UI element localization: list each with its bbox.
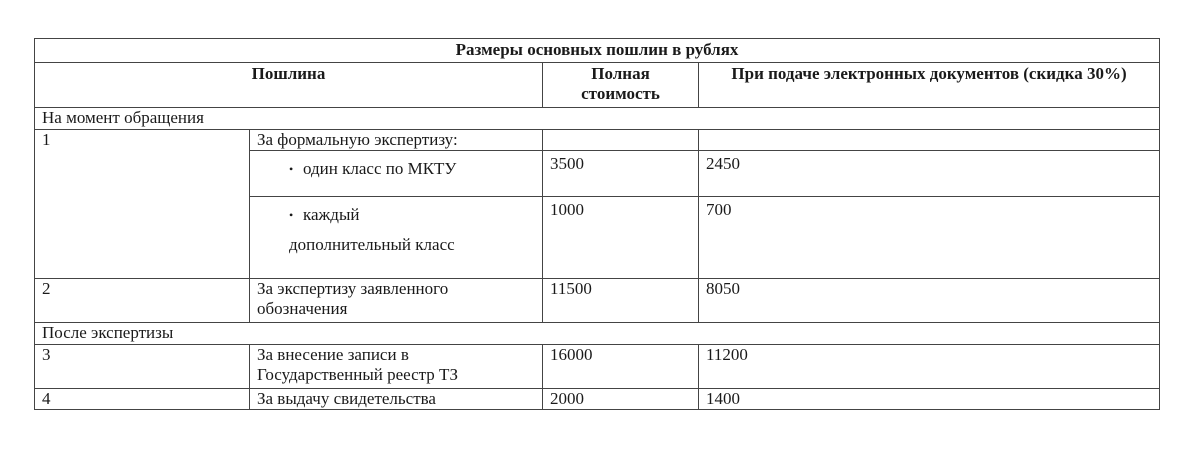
bullet-item-text: один класс по МКТУ — [303, 159, 457, 178]
table-row — [35, 130, 1160, 151]
row-fee-name — [250, 151, 543, 197]
header-full-cost: Полная стоимость — [543, 63, 699, 108]
row-number: 2 — [35, 279, 250, 323]
bullet-marker: • — [289, 162, 294, 176]
row-full-cost: 3500 — [543, 151, 699, 197]
section-at-request: На момент обращения — [35, 108, 1160, 130]
table-row — [35, 389, 1160, 410]
row-fee-name: За выдачу свидетельства — [250, 389, 543, 410]
row-electronic-cost: 2450 — [699, 151, 1160, 197]
bullet-item-text: каждый — [303, 205, 360, 224]
table-header-row — [35, 63, 1160, 108]
row-electronic-cost — [699, 130, 1160, 151]
section-row — [35, 108, 1160, 130]
row-electronic-cost: 11200 — [699, 345, 1160, 389]
row-fee-name — [250, 197, 543, 279]
header-fee: Пошлина — [35, 63, 543, 108]
bullet-item — [257, 200, 535, 230]
bullet-marker: • — [289, 208, 294, 222]
row-full-cost — [543, 130, 699, 151]
row-full-cost: 16000 — [543, 345, 699, 389]
row-fee-name: За экспертизу заявленного обозначения — [250, 279, 543, 323]
row-electronic-cost: 1400 — [699, 389, 1160, 410]
row-number: 1 — [35, 130, 250, 279]
bullet-item-continuation: дополнительный класс — [289, 235, 455, 254]
bullet-item — [257, 154, 535, 184]
table-caption-row — [35, 39, 1160, 63]
section-after-exam: После экспертизы — [35, 323, 1160, 345]
row-fee-name: За формальную экспертизу: — [250, 130, 543, 151]
row-fee-name: За внесение записи в Государственный реестр ТЗ — [250, 345, 543, 389]
row-number: 4 — [35, 389, 250, 410]
fees-table — [34, 38, 1160, 410]
table-caption: Размеры основных пошлин в рублях — [35, 39, 1160, 63]
table-row — [35, 279, 1160, 323]
row-full-cost: 1000 — [543, 197, 699, 279]
row-electronic-cost: 700 — [699, 197, 1160, 279]
row-full-cost: 11500 — [543, 279, 699, 323]
header-electronic: При подаче электронных документов (скидка 30%) — [699, 63, 1160, 108]
row-electronic-cost: 8050 — [699, 279, 1160, 323]
table-row — [35, 345, 1160, 389]
section-row — [35, 323, 1160, 345]
row-full-cost: 2000 — [543, 389, 699, 410]
row-number: 3 — [35, 345, 250, 389]
